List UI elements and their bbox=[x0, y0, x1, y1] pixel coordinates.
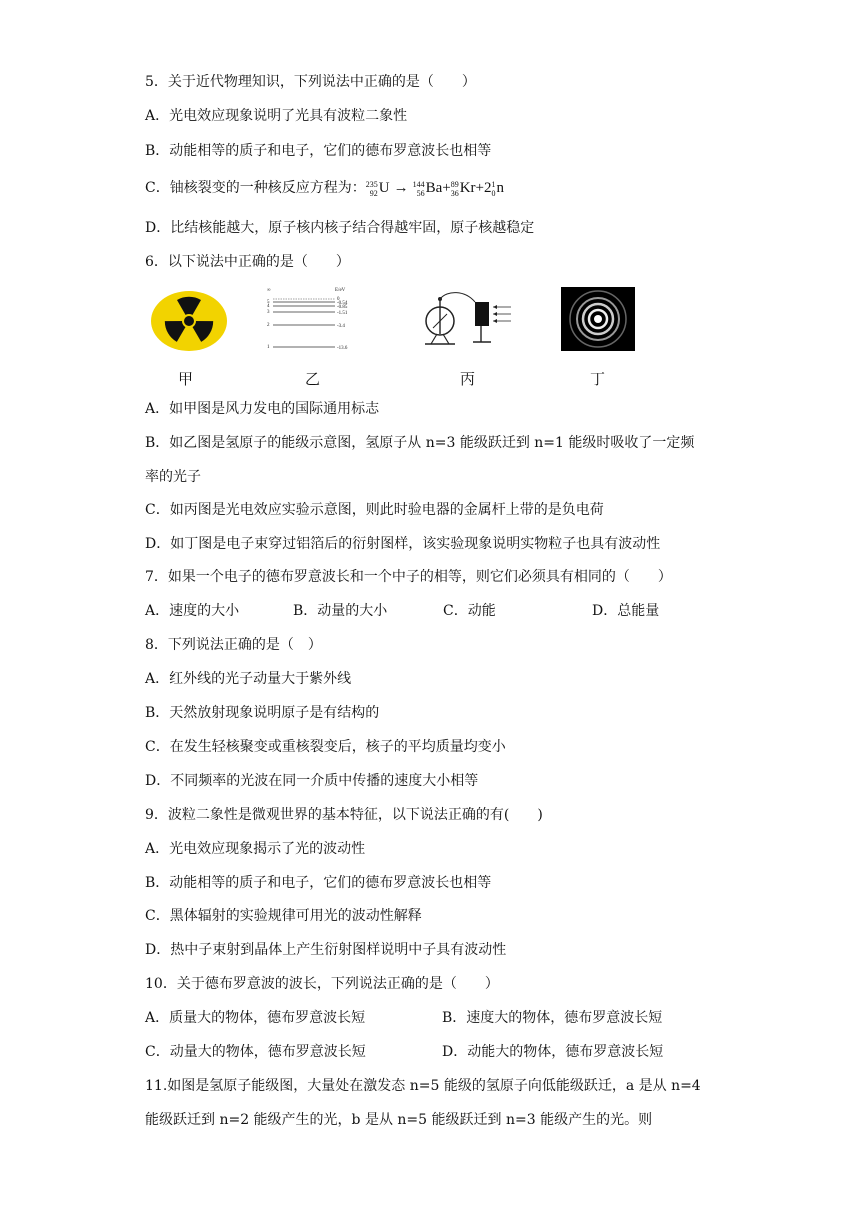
q6-option-d: D．如丁图是电子束穿过铝箔后的衍射图样，该实验现象说明实物粒子也具有波动性 bbox=[145, 536, 661, 552]
q5-option-a: A．光电效应现象说明了光具有波粒二象性 bbox=[145, 108, 408, 124]
q5-stem: 5．关于近代物理知识，下列说法中正确的是（ ） bbox=[145, 74, 476, 90]
q6-stem: 6．以下说法中正确的是（ ） bbox=[145, 254, 350, 270]
svg-text:-3.4: -3.4 bbox=[337, 324, 345, 329]
q6-option-c: C．如丙图是光电效应实验示意图，则此时验电器的金属杆上带的是负电荷 bbox=[145, 502, 604, 518]
svg-text:E/eV: E/eV bbox=[335, 288, 346, 293]
q6-option-a: A．如甲图是风力发电的国际通用标志 bbox=[145, 401, 380, 417]
q5-option-c-text: C．铀核裂变的一种核反应方程为： bbox=[145, 180, 366, 196]
radiation-symbol-figure bbox=[150, 290, 228, 352]
svg-text:-0.54: -0.54 bbox=[337, 301, 348, 306]
figure-label-yi: 乙 bbox=[305, 370, 321, 388]
q10-option-d: D．动能大的物体，德布罗意波长短 bbox=[442, 1044, 664, 1060]
q8-option-c: C．在发生轻核聚变或重核裂变后，核子的平均质量均变小 bbox=[145, 739, 506, 755]
q10-option-a: A．质量大的物体，德布罗意波长短 bbox=[145, 1010, 366, 1026]
q8-stem: 8．下列说法正确的是（ ） bbox=[145, 637, 322, 653]
q11-line1: 11.如图是氢原子能级图，大量处在激发态 n=5 能级的氢原子向低能级跃迁，a 是从 n=4 bbox=[145, 1078, 701, 1094]
q7-option-c: C．动能 bbox=[443, 603, 496, 619]
svg-text:2: 2 bbox=[267, 323, 270, 328]
photoelectric-apparatus-figure bbox=[415, 288, 515, 354]
q10-option-b: B．速度大的物体，德布罗意波长短 bbox=[442, 1010, 663, 1026]
q5-option-b: B．动能相等的质子和电子，它们的德布罗意波长也相等 bbox=[145, 143, 492, 159]
q6-option-b-line1: B．如乙图是氢原子的能级示意图，氢原子从 n=3 能级跃迁到 n=1 能级时吸收了一定频 bbox=[145, 435, 695, 451]
energy-level-figure bbox=[265, 285, 361, 355]
q9-option-a: A．光电效应现象揭示了光的波动性 bbox=[145, 841, 366, 857]
q9-option-d: D．热中子束射到晶体上产生衍射图样说明中子具有波动性 bbox=[145, 942, 507, 958]
q7-option-b: B．动量的大小 bbox=[293, 603, 388, 619]
q5-option-d: D．比结核能越大，原子核内核子结合得越牢固，原子核越稳定 bbox=[145, 220, 535, 236]
svg-text:4: 4 bbox=[267, 304, 270, 309]
q10-option-c: C．动量大的物体，德布罗意波长短 bbox=[145, 1044, 366, 1060]
q7-option-d: D．总能量 bbox=[592, 603, 660, 619]
svg-text:-0.85: -0.85 bbox=[337, 305, 348, 310]
svg-text:0: 0 bbox=[337, 297, 340, 302]
figure-label-bing: 丙 bbox=[460, 370, 476, 388]
figure-label-jia: 甲 bbox=[178, 370, 194, 388]
svg-text:-1.51: -1.51 bbox=[337, 311, 348, 316]
diffraction-pattern-figure bbox=[561, 287, 635, 351]
svg-text:3: 3 bbox=[267, 310, 270, 315]
q8-option-b: B．天然放射现象说明原子是有结构的 bbox=[145, 705, 380, 721]
q9-stem: 9．波粒二象性是微观世界的基本特征，以下说法正确的有( ) bbox=[145, 807, 543, 823]
q6-option-b-line2: 率的光子 bbox=[145, 469, 201, 485]
svg-text:5: 5 bbox=[267, 300, 270, 305]
figure-label-ding: 丁 bbox=[590, 370, 606, 388]
q7-stem: 7．如果一个电子的德布罗意波长和一个中子的相等，则它们必须具有相同的（ ） bbox=[145, 569, 672, 585]
q9-option-b: B．动能相等的质子和电子，它们的德布罗意波长也相等 bbox=[145, 875, 492, 891]
q9-option-c: C．黑体辐射的实验规律可用光的波动性解释 bbox=[145, 908, 422, 924]
q5-option-c bbox=[145, 178, 504, 199]
svg-text:1: 1 bbox=[267, 345, 270, 350]
q10-stem: 10．关于德布罗意波的波长，下列说法正确的是（ ） bbox=[145, 976, 499, 992]
q8-option-d: D．不同频率的光波在同一介质中传播的速度大小相等 bbox=[145, 773, 479, 789]
q11-line2: 能级跃迁到 n=2 能级产生的光，b 是从 n=5 能级跃迁到 n=3 能级产生的光。则 bbox=[145, 1112, 653, 1128]
fission-equation: 235 92 U → 144 56 Ba+ 89 36 Kr+2 1 0 n bbox=[365, 179, 504, 198]
q8-option-a: A．红外线的光子动量大于紫外线 bbox=[145, 671, 352, 687]
q7-option-a: A．速度的大小 bbox=[145, 603, 240, 619]
svg-text:-13.6: -13.6 bbox=[337, 346, 348, 351]
svg-text:∞: ∞ bbox=[267, 288, 271, 293]
